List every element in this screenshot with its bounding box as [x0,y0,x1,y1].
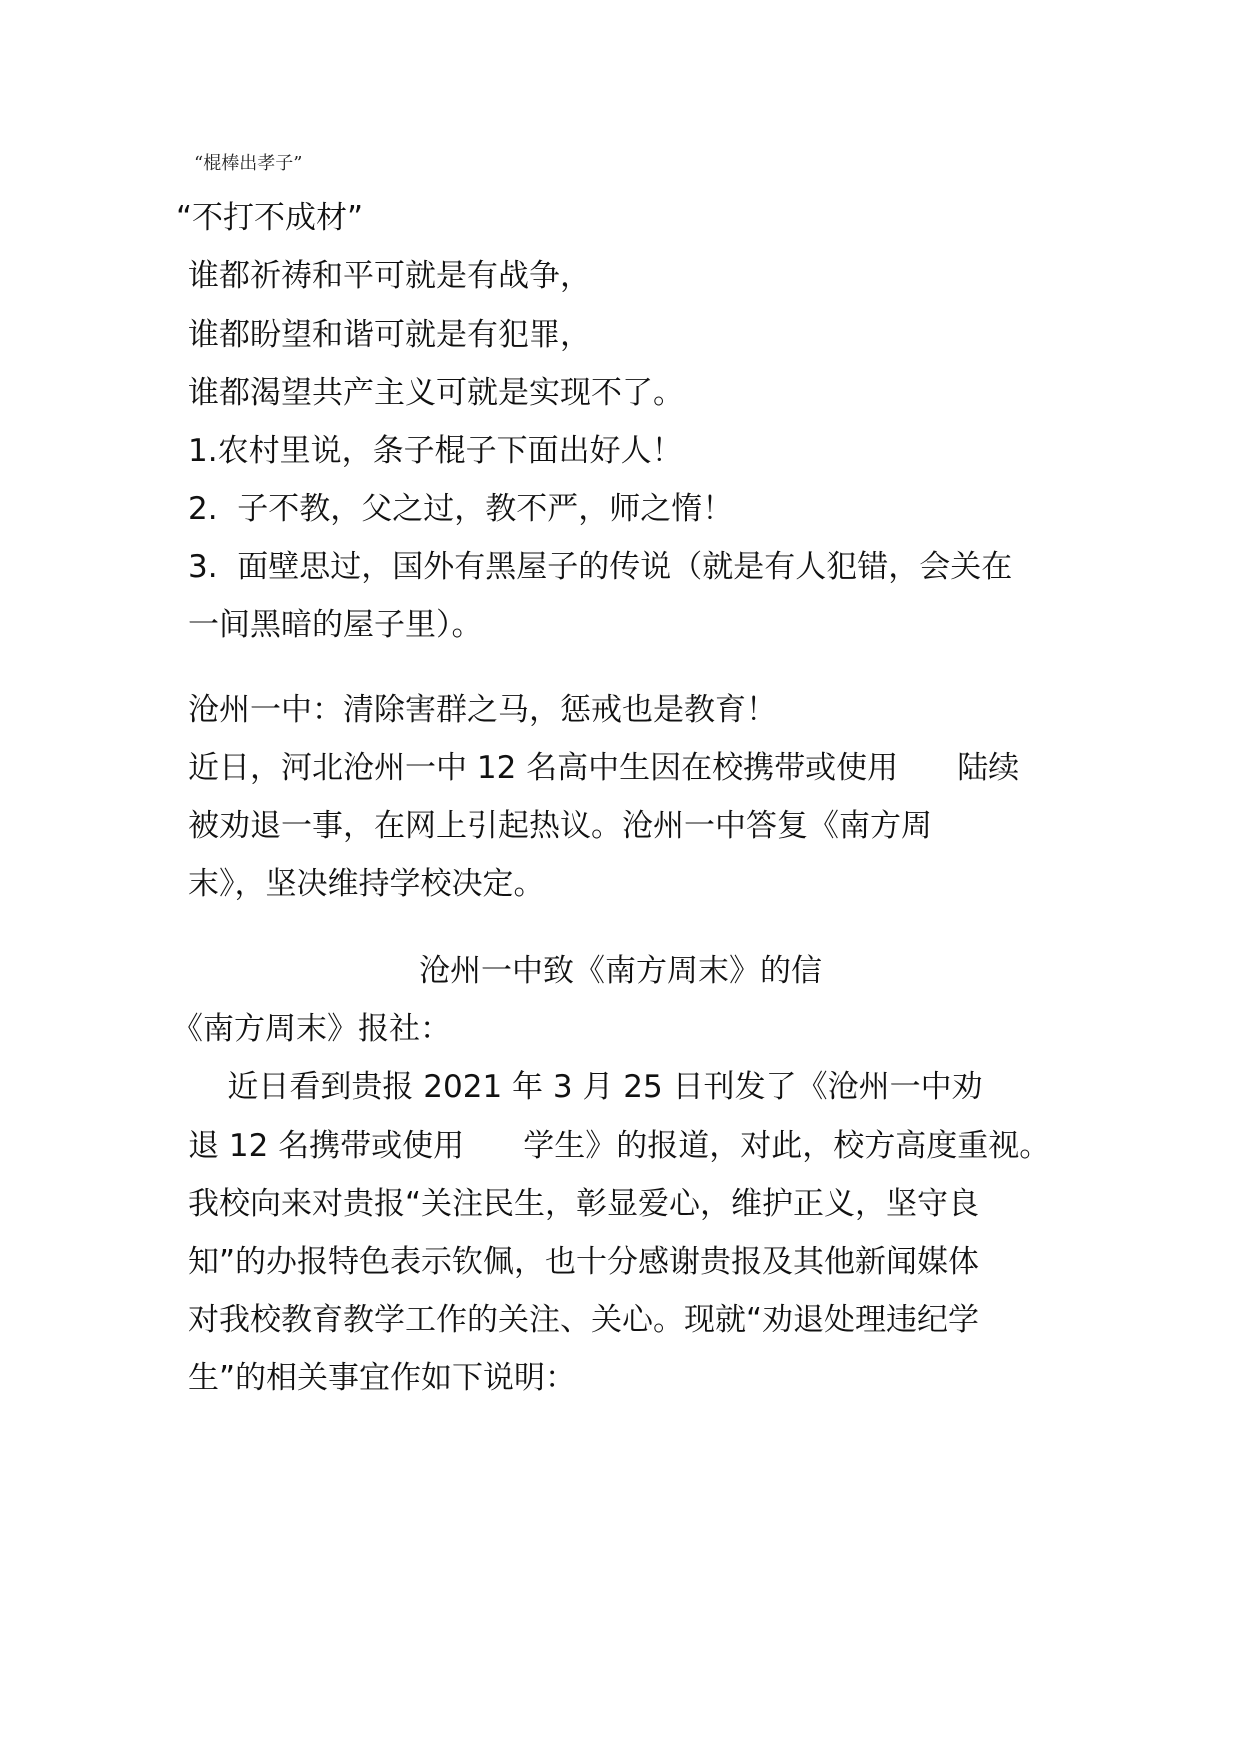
letter-salutation: 《南方周末》报社： [172,1011,451,1047]
news-text-line: 末》，坚决维持学校决定。 [188,866,545,902]
news-text-line: 近日，河北沧州一中 12 名高中生因在校携带或使用 陆续 [188,750,1020,786]
text-line: 谁都盼望和谐可就是有犯罪， [188,317,591,353]
text-line: 谁都祈祷和平可就是有战争， [188,258,591,294]
letter-title: 沧州一中致《南方周末》的信 [419,953,822,989]
list-item-3: 3. 面壁思过，国外有黑屋子的传说（就是有人犯错，会关在 [188,549,1013,585]
letter-text-line: 退 12 名携带或使用 学生》的报道，对此，校方高度重视。 [188,1128,1051,1164]
letter-text-line: 近日看到贵报 2021 年 3 月 25 日刊发了《沧州一中劝 [188,1069,983,1105]
list-item-3-continued: 一间黑暗的屋子里）。 [188,607,483,643]
proverb-line-2: “不打不成材” [176,200,364,236]
letter-text-line: 知”的办报特色表示钦佩，也十分感谢贵报及其他新闻媒体 [188,1244,980,1280]
letter-text-line: 生”的相关事宜作如下说明： [188,1360,577,1396]
list-item-1: 1.农村里说，条子棍子下面出好人！ [188,433,683,469]
text-line: 谁都渴望共产主义可就是实现不了。 [188,375,684,411]
letter-text-line: 对我校教育教学工作的关注、关心。现就“劝退处理违纪学 [188,1302,980,1338]
news-headline: 沧州一中：清除害群之马，惩戒也是教育！ [188,692,777,728]
letter-text-line: 我校向来对贵报“关注民生，彰显爱心，维护正义，坚守良 [188,1186,980,1222]
list-item-2: 2. 子不教，父之过，教不严，师之惰！ [188,491,734,527]
news-text-line: 被劝退一事，在网上引起热议。沧州一中答复《南方周 [188,808,932,844]
proverb-line-1: “棍棒出孝子” [194,153,303,174]
